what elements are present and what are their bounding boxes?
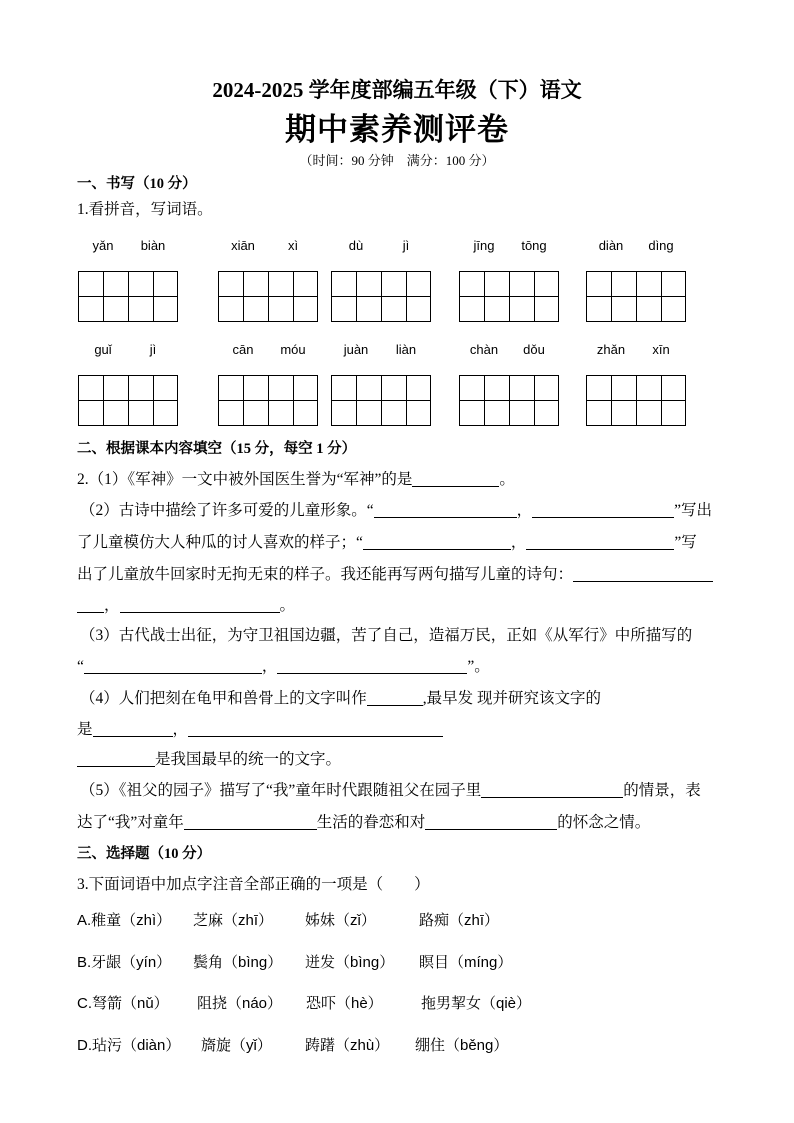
- question-text: ，: [510, 534, 527, 551]
- option-d-item: D.玷污（diàn）: [77, 1037, 181, 1054]
- question-text: 的情景，表: [623, 782, 701, 799]
- question-text: 达了“我”对童年: [77, 814, 184, 831]
- question-2-2-line-3: [77, 565, 713, 585]
- question-2-5-line-1: [80, 781, 701, 801]
- question-text: ”写出: [674, 502, 713, 519]
- option-b-item: 瞑目（míng）: [419, 954, 513, 971]
- pinyin: zhǎn: [596, 342, 626, 357]
- tianzige-box: [381, 375, 432, 426]
- tianzige-box: [128, 375, 179, 426]
- tianzige-box: [636, 271, 687, 322]
- option-c-item: 阻挠（náo）: [197, 995, 283, 1012]
- word-writing-group: [331, 342, 431, 426]
- tianzige-box: [381, 271, 432, 322]
- answer-blank: [188, 722, 443, 737]
- tianzige-box: [218, 375, 269, 426]
- question-2-2-line-2: [77, 533, 697, 553]
- answer-blank: [120, 598, 280, 613]
- answer-blank: [84, 659, 262, 674]
- question-2-3-line-1: [80, 626, 692, 646]
- answer-blank: [374, 503, 517, 518]
- answer-blank: [77, 752, 155, 767]
- tianzige-box: [128, 271, 179, 322]
- pinyin: móu: [280, 342, 306, 357]
- pinyin: chàn: [469, 342, 499, 357]
- pinyin: biàn: [140, 238, 166, 253]
- question-2-4-line-1: [80, 689, 601, 709]
- question-text: ，: [516, 502, 533, 519]
- question-3: 3.下面词语中加点字注音全部正确的一项是（ ）: [77, 876, 430, 893]
- pinyin: guǐ: [94, 342, 112, 357]
- pinyin: xì: [287, 238, 299, 253]
- question-text: ，: [172, 721, 189, 738]
- question-text: （3）古代战士出征，为守卫祖国边疆，苦了自己，造福万民，正如《从军行》中所描写的: [80, 627, 693, 644]
- pinyin: dìng: [648, 238, 674, 253]
- question-text: ”写: [674, 534, 697, 551]
- word-writing-group: [218, 342, 318, 426]
- pinyin: tōng: [521, 238, 547, 253]
- word-writing-group: [459, 238, 559, 322]
- tianzige-box: [331, 375, 382, 426]
- pinyin: xīn: [652, 342, 670, 357]
- answer-blank: [526, 535, 674, 550]
- option-d-item: 踌躇（zhù）: [305, 1037, 390, 1054]
- question-text: ”。: [467, 658, 490, 675]
- question-text: 。: [279, 597, 296, 614]
- tianzige-box: [586, 375, 637, 426]
- question-text: 的怀念之情。: [557, 814, 651, 831]
- word-writing-group: [78, 238, 178, 322]
- pinyin: yǎn: [92, 238, 114, 253]
- tianzige-box: [268, 375, 319, 426]
- option-b-item: 迸发（bìng）: [305, 954, 395, 971]
- section-2-heading: 二、根据课本内容填空（15 分，每空 1 分）: [77, 441, 357, 457]
- word-writing-group: [586, 238, 686, 322]
- option-a-item: 姊妹（zǐ）: [305, 912, 376, 929]
- word-writing-group: [331, 238, 431, 322]
- answer-blank: [412, 472, 499, 487]
- tianzige-box: [509, 271, 560, 322]
- answer-blank: [77, 598, 104, 613]
- tianzige-box: [78, 375, 129, 426]
- answer-blank: [532, 503, 674, 518]
- tianzige-box: [636, 375, 687, 426]
- question-text: （2）古诗中描绘了许多可爱的儿童形象。“: [80, 502, 374, 519]
- question-text: 2.（1）《军神》一文中被外国医生誉为“军神”的是: [77, 471, 413, 488]
- pinyin: cān: [232, 342, 254, 357]
- option-c-item: C.弩箭（nǔ）: [77, 995, 169, 1012]
- answer-blank: [573, 567, 713, 582]
- word-writing-group: [218, 238, 318, 322]
- pinyin: liàn: [395, 342, 417, 357]
- pinyin: diàn: [598, 238, 624, 253]
- pinyin: jīng: [473, 238, 495, 253]
- pinyin: dǒu: [523, 342, 545, 357]
- question-2-2-line-4: [77, 596, 295, 616]
- option-d-item: 旖旋（yǐ）: [201, 1037, 272, 1054]
- tianzige-box: [459, 271, 510, 322]
- question-2-4-line-2: [77, 720, 443, 740]
- option-d-item: 绷住（běng）: [415, 1037, 509, 1054]
- question-2-4-line-3: [77, 750, 341, 770]
- exam-subtitle: 期中素养测评卷: [285, 112, 509, 147]
- word-writing-group: [586, 342, 686, 426]
- option-c-item: 恐吓（hè）: [306, 995, 383, 1012]
- word-writing-group: [78, 342, 178, 426]
- question-text: ，: [261, 658, 278, 675]
- answer-blank: [425, 815, 557, 830]
- section-1-heading: 一、书写（10 分）: [77, 176, 197, 192]
- tianzige-box: [218, 271, 269, 322]
- pinyin: dù: [348, 238, 364, 253]
- word-writing-group: [459, 342, 559, 426]
- question-text: 出了儿童放牛回家时无拘无束的样子。我还能再写两句描写儿童的诗句：: [77, 566, 574, 583]
- answer-blank: [481, 783, 623, 798]
- exam-time-score: （时间：90 分钟 满分：100 分）: [299, 153, 495, 168]
- option-c-item: 拖男挈女（qiè）: [421, 995, 532, 1012]
- exam-title: 2024-2025 学年度部编五年级（下）语文: [212, 78, 582, 102]
- question-text: 了儿童模仿大人种瓜的讨人喜欢的样子；“: [77, 534, 363, 551]
- answer-blank: [367, 691, 423, 706]
- question-text: ,最早发 现并研究该文字的: [422, 690, 602, 707]
- question-2-5-line-2: [77, 813, 650, 833]
- pinyin: jì: [402, 238, 410, 253]
- question-2-1: [77, 470, 515, 490]
- question-text: （5）《祖父的园子》描写了“我”童年时代跟随祖父在园子里: [80, 782, 482, 799]
- question-2-3-line-2: [77, 657, 490, 677]
- question-text: 生活的眷恋和对: [316, 814, 426, 831]
- question-1-instruction: 1.看拼音，写词语。: [77, 201, 213, 218]
- option-b-item: B.牙龈（yín）: [77, 954, 172, 971]
- tianzige-box: [509, 375, 560, 426]
- question-text: （4）人们把刻在龟甲和兽骨上的文字叫作: [80, 690, 367, 707]
- answer-blank: [184, 815, 317, 830]
- pinyin: jì: [149, 342, 157, 357]
- answer-blank: [277, 659, 467, 674]
- tianzige-box: [78, 271, 129, 322]
- tianzige-box: [586, 271, 637, 322]
- pinyin: xiān: [231, 238, 255, 253]
- question-text: 是: [77, 721, 93, 738]
- question-2-2-line-1: [80, 501, 712, 521]
- answer-blank: [363, 535, 511, 550]
- section-3-heading: 三、选择题（10 分）: [77, 846, 212, 862]
- answer-blank: [93, 722, 173, 737]
- option-a-item: 芝麻（zhī）: [193, 912, 274, 929]
- question-text: “: [77, 658, 84, 675]
- option-a-item: 路痴（zhī）: [419, 912, 500, 929]
- question-text: 是我国最早的统一的文字。: [155, 751, 342, 768]
- option-b-item: 鬓角（bìng）: [193, 954, 283, 971]
- tianzige-box: [331, 271, 382, 322]
- option-a-item: A.稚童（zhì）: [77, 912, 172, 929]
- pinyin: juàn: [343, 342, 369, 357]
- question-text: 。: [499, 471, 515, 488]
- tianzige-box: [459, 375, 510, 426]
- tianzige-box: [268, 271, 319, 322]
- question-text: ，: [104, 597, 120, 614]
